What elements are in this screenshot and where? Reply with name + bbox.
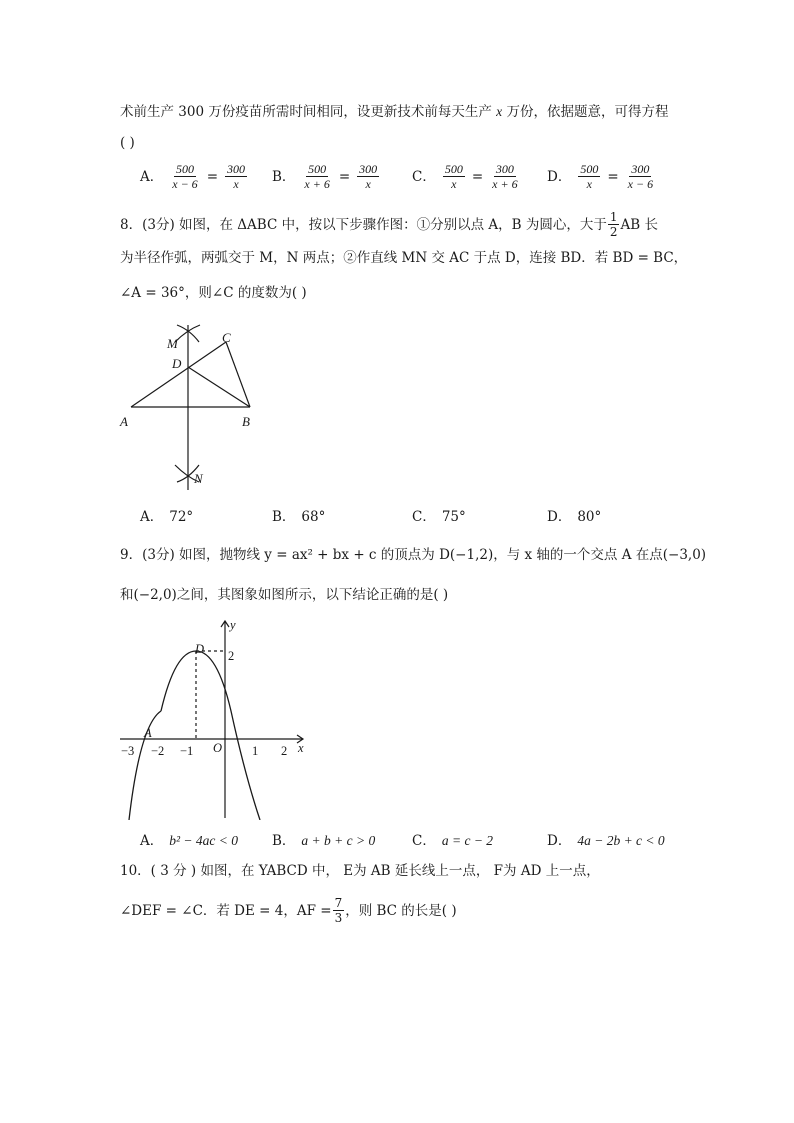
q8-option-a: A． 72° xyxy=(140,509,194,525)
tick-minus-1: −1 xyxy=(180,744,194,758)
label-m: M xyxy=(167,336,178,351)
tick-minus-3: −3 xyxy=(121,744,135,758)
q10-text-line2: ∠DEF = ∠C．若 DE = 4，AF = $\frac{7}{3}$ ，则 BC 的长是( ) xyxy=(120,896,457,925)
label-o: O xyxy=(213,741,223,755)
q8-option-d: D． 80° xyxy=(547,509,602,525)
q8-option-b: B． 68° xyxy=(272,509,326,525)
q9-text-line1: 9．(3分) 如图，抛物线 y = ax² + bx + c 的顶点为 D(−1,2)，与 x 轴的一个交点 A 在点(−3,0) xyxy=(120,547,707,563)
q8-triangle-figure xyxy=(115,320,285,500)
q9-text-line2: 和(−2,0)之间，其图象如图所示，以下结论正确的是( ) xyxy=(120,587,449,603)
q9-option-c: C． a = c − 2 xyxy=(412,833,494,849)
label-c: C xyxy=(222,330,231,345)
segment-bc xyxy=(226,342,250,407)
q7-answer-paren: ( ) xyxy=(120,135,135,151)
q8-option-c: C． 75° xyxy=(412,509,466,525)
q7-line1-end: 万份，依据题意，可得方程 xyxy=(506,104,669,120)
q10-text-line1: 10．( 3 分 ) 如图，在 YABCD 中， E为 AB 延长线上一点， F为 AD 上一点， xyxy=(120,863,600,879)
q7-line1-start: 术前生产 300 万份疫苗所需时间相同，设更新技术前每天生产 xyxy=(120,104,492,120)
q7-option-d: D． $\frac{500}{x}$ = $\frac{300}{x - 6}$ xyxy=(547,162,654,191)
tick-plus-1: 1 xyxy=(252,744,259,758)
tick-plus-2: 2 xyxy=(281,744,288,758)
label-a: A xyxy=(120,414,128,429)
label-y: y xyxy=(230,618,236,632)
q7-option-a: A． $\frac{500}{x - 6}$ = $\frac{300}{x}$ xyxy=(140,162,245,191)
q8-text-line1: 8．(3分) 如图，在 ΔABC 中，按以下步骤作图：①分别以点 A，B 为圆心，大于 $\frac{1}{2}$ AB 长 xyxy=(120,210,658,239)
q7-text-line1 xyxy=(120,102,668,122)
label-x: x xyxy=(298,741,304,755)
label-d: D xyxy=(195,642,205,656)
q8-half-fraction: $\frac{1}{2}$ xyxy=(609,210,618,239)
segment-ac xyxy=(131,342,226,407)
label-two: 2 xyxy=(228,649,235,663)
q7-option-b: B． $\frac{500}{x + 6}$ = $\frac{300}{x}$ xyxy=(272,162,378,191)
label-b: B xyxy=(242,414,250,429)
q9-parabola-figure xyxy=(115,615,315,820)
q9-option-b: B． a + b + c > 0 xyxy=(272,833,376,849)
label-a: A xyxy=(144,726,152,740)
q9-option-a: A． b² − 4ac < 0 xyxy=(140,833,239,849)
tick-minus-2: −2 xyxy=(151,744,165,758)
label-d: D xyxy=(172,356,182,371)
q10-af-fraction: $\frac{7}{3}$ xyxy=(334,896,343,925)
label-n: N xyxy=(194,471,203,486)
q7-var-x: x xyxy=(496,104,503,119)
q7-option-c: C． $\frac{500}{x}$ = $\frac{300}{x + 6}$ xyxy=(412,162,518,191)
segment-bd xyxy=(188,367,250,407)
q8-text-line3: ∠A = 36°，则∠C 的度数为( ) xyxy=(120,285,307,301)
q9-option-d: D． 4a − 2b + c < 0 xyxy=(547,833,665,849)
q8-text-line2: 为半径作弧，两弧交于 M，N 两点；②作直线 MN 交 AC 于点 D，连接 BD．若 BD = BC， xyxy=(120,250,688,266)
